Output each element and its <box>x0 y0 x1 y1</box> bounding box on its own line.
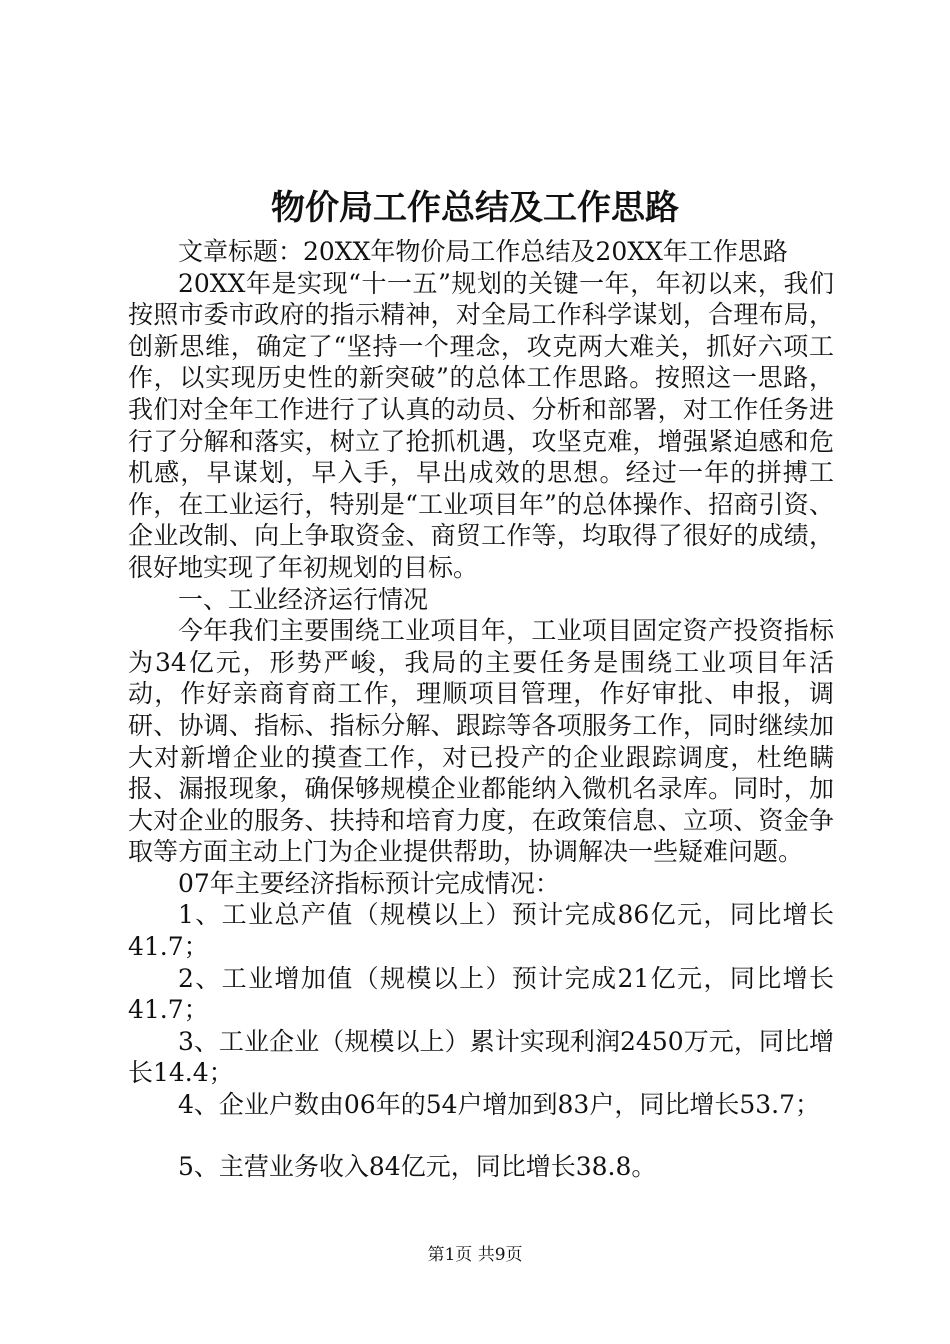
indicator-item: 1、工业总产值（规模以上）预计完成86亿元，同比增长41.7； <box>128 900 834 962</box>
indicator-item: 4、企业户数由06年的54户增加到83户，同比增长53.7； <box>178 1090 821 1120</box>
indicator-item: 2、工业增加值（规模以上）预计完成21亿元，同比增长41.7； <box>128 963 834 1025</box>
article-heading-line: 文章标题：20XX年物价局工作总结及20XX年工作思路 <box>178 237 788 266</box>
document-body <box>128 236 834 1182</box>
intro-paragraph: 20XX年是实现“十一五”规划的关键一年，年初以来，我们按照市委市政府的指示精神，对全局工作科学谋划，合理布局，创新思维，确定了“坚持一个理念，攻克两大难关，抓好六项工作，以实现历史性的新突破”的总体工作思路。按照这一思路，我们对全年工作进行了认真的动员、分析和部署，对工作任务进行了分解和落实，树立了抢抓机遇，攻坚克难，增强紧迫感和危机感，早谋划，早入手，早出成效的思想。经过一年的拼搏工作，在工业运行，特别是“工业项目年”的总体操作、招商引资、企业改制、向上争取资金、商贸工作等，均取得了很好的成绩，很好地实现了年初规划的目标。 <box>128 268 834 582</box>
section-paragraph: 今年我们主要围绕工业项目年，工业项目固定资产投资指标为34亿元，形势严峻，我局的主要任务是围绕工业项目年活动，作好亲商育商工作，理顺项目管理，作好审批、申报，调研、协调、指标、指标分解、跟踪等各项服务工作，同时继续加大对新增企业的摸查工作，对已投产的企业跟踪调度，杜绝瞒报、漏报现象，确保够规模企业都能纳入微机名录库。同时，加大对企业的服务、扶持和培育力度，在政策信息、立项、资金争取等方面主动上门为企业提供帮助，协调解决一些疑难问题。 <box>128 616 834 867</box>
page-number: 第1页 共9页 <box>427 1245 523 1265</box>
indicator-item: 3、工业企业（规模以上）累计实现利润2450万元，同比增长14.4； <box>128 1026 834 1088</box>
indicators-heading: 07年主要经济指标预计完成情况： <box>178 868 560 898</box>
document-title: 物价局工作总结及工作思路 <box>271 188 679 228</box>
section-heading: 一、工业经济运行情况 <box>178 584 429 614</box>
indicator-item: 5、主营业务收入84亿元，同比增长38.8。 <box>178 1151 657 1181</box>
